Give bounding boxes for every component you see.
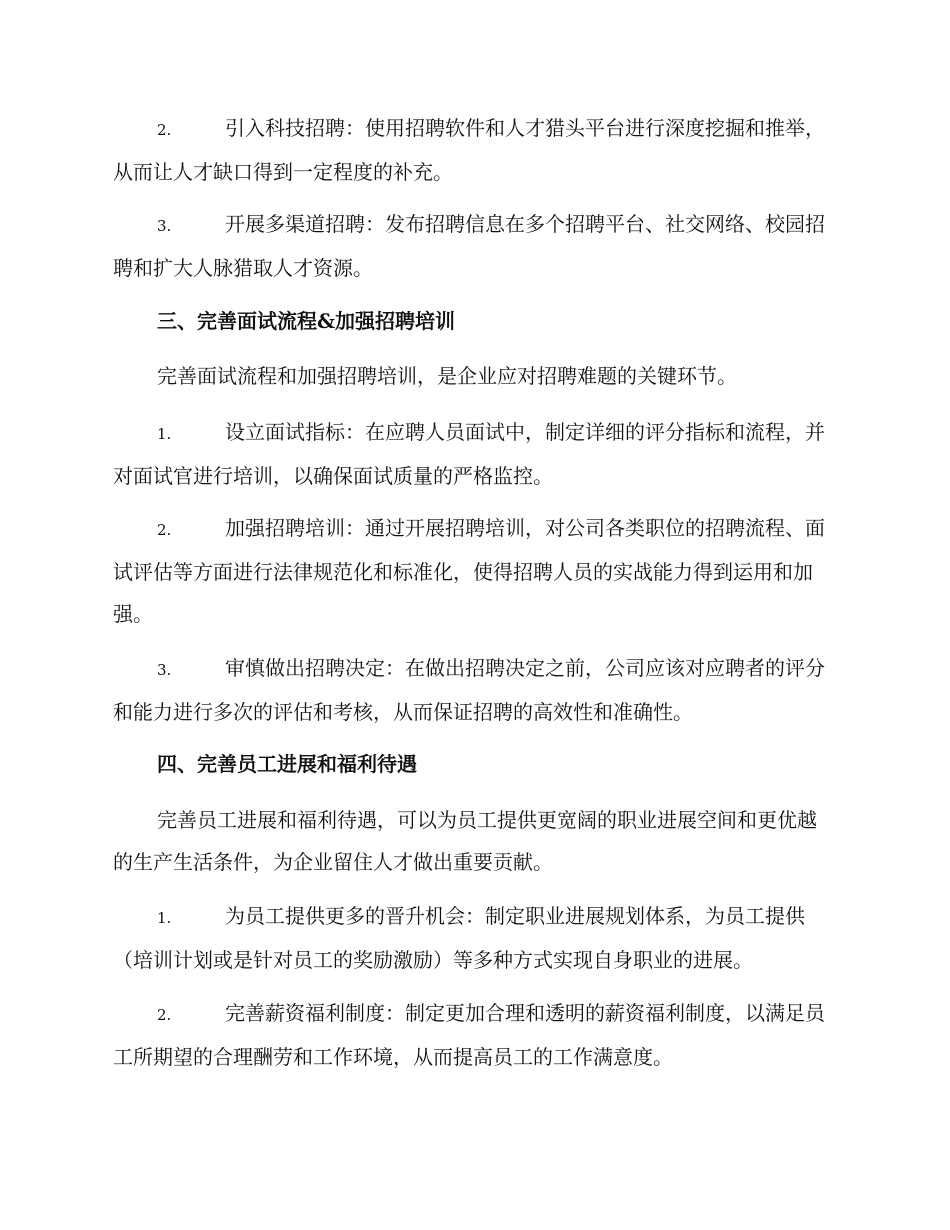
paragraph-interview-intro: 完善面试流程和加强招聘培训，是企业应对招聘难题的关键环节。 bbox=[157, 364, 737, 388]
list-number: 1. bbox=[157, 909, 172, 927]
list-item-multichannel-recruiting bbox=[113, 203, 833, 289]
list-number: 2. bbox=[157, 1006, 172, 1024]
list-number: 3. bbox=[157, 661, 172, 679]
list-number: 2. bbox=[157, 521, 172, 539]
list-item-text: 完善薪资福利制度：制定更加合理和透明的薪资福利制度，以满足员工所期望的合理酬劳和工作环境，从而提高员工的工作满意度。 bbox=[113, 1001, 825, 1069]
list-number: 2. bbox=[157, 121, 172, 139]
list-item-text: 加强招聘培训：通过开展招聘培训，对公司各类职位的招聘流程、面试评估等方面进行法律规范化和标准化，使得招聘人员的实战能力得到运用和加强。 bbox=[113, 516, 825, 626]
list-item-text: 审慎做出招聘决定：在做出招聘决定之前，公司应该对应聘者的评分和能力进行多次的评估和考核，从而保证招聘的高效性和准确性。 bbox=[113, 656, 825, 724]
paragraph-benefits-intro: 完善员工进展和福利待遇，可以为员工提供更宽阔的职业进展空间和更优越的生产生活条件，为企业留住人才做出重要贡献。 bbox=[113, 808, 817, 874]
list-item-hiring-decision bbox=[113, 647, 833, 733]
list-item-text: 设立面试指标：在应聘人员面试中，制定详细的评分指标和流程，并对面试官进行培训，以确保面试质量的严格监控。 bbox=[113, 420, 825, 488]
list-item-text: 开展多渠道招聘：发布招聘信息在多个招聘平台、社交网络、校园招聘和扩大人脉猎取人才资源。 bbox=[113, 212, 825, 280]
list-item-recruiting-training bbox=[113, 507, 833, 635]
list-item-tech-recruiting bbox=[113, 107, 833, 193]
list-item-text: 为员工提供更多的晋升机会：制定职业进展规划体系，为员工提供（培训计划或是针对员工的奖励激励）等多种方式实现自身职业的进展。 bbox=[113, 904, 805, 972]
list-item-text: 引入科技招聘：使用招聘软件和人才猎头平台进行深度挖掘和推举，从而让人才缺口得到一定程度的补充。 bbox=[113, 116, 825, 184]
list-number: 1. bbox=[157, 425, 172, 443]
section-heading-employee-benefits: 四、完善员工进展和福利待遇 bbox=[157, 752, 417, 776]
list-item-promotion-opportunities bbox=[113, 895, 833, 981]
list-item-salary-system bbox=[113, 992, 833, 1078]
list-number: 3. bbox=[157, 217, 172, 235]
list-item-interview-metrics bbox=[113, 411, 833, 497]
section-heading-interview-process: 三、完善面试流程&加强招聘培训 bbox=[157, 309, 456, 333]
